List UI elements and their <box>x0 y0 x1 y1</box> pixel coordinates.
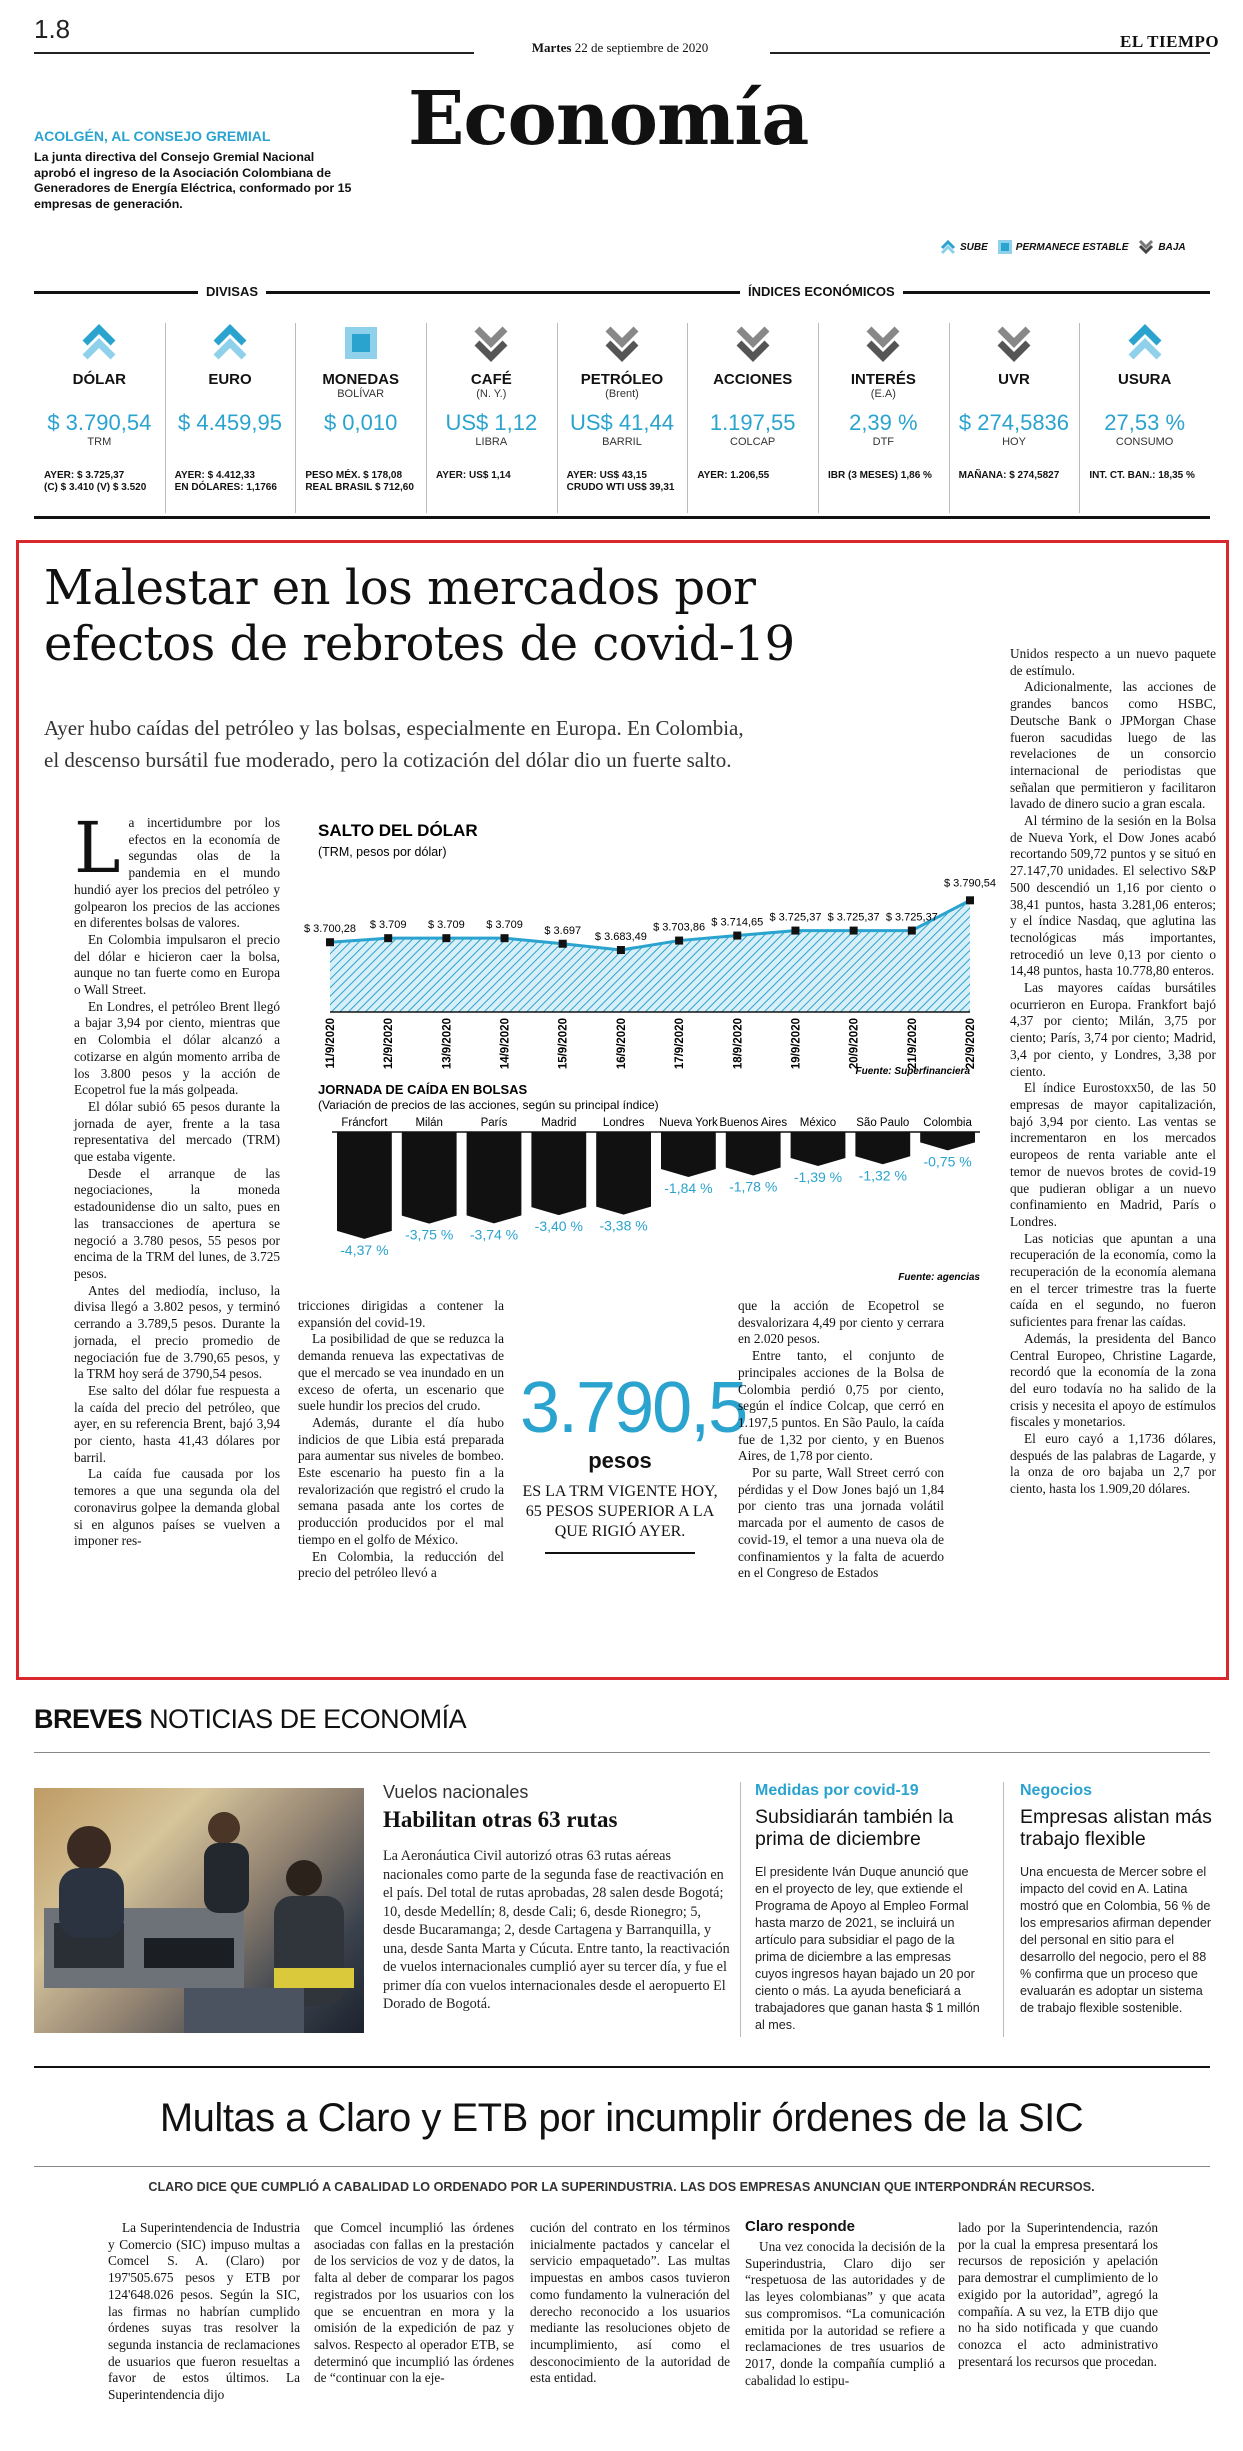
trm-data-label: $ 3.709 <box>369 919 407 932</box>
col1-para: a incertidumbre por los efectos en la economía de segundas olas de la pandemia en el mundo hundió ayer los precios del petróleo y golpearon los precios de las acciones en diferentes bolsas de valores. <box>74 815 280 931</box>
category-label: Fráncfort <box>341 1117 388 1129</box>
col4-para: Al término de la sesión en la Bolsa de Nueva York, el Dow Jones acabó recortando 509,72 puntos y se situó en 27.147,70 unidades. El selectivo S&P 500 descendió un 1,16 por ciento o 38,41 puntos, hasta 3.281,06 enteros; y el índice Nasdaq, que aglutina las tecnológicas más importantes, retrocedió un leve 0,13 por ciento o 14,48 puntos, hasta 10.778,80 enteros. <box>1010 813 1216 979</box>
market-bar <box>661 1132 716 1177</box>
callout-rule <box>545 1552 695 1554</box>
indicator-value: $ 0,010 <box>323 410 398 435</box>
trend-down-icon <box>863 323 903 363</box>
indicator-separator <box>818 323 819 513</box>
breves-header <box>34 1704 466 1735</box>
indicator-separator <box>295 323 296 513</box>
indicator-value: 1.197,55 <box>709 410 796 435</box>
breve-1-text: La Aeronáutica Civil autorizó otras 63 rutas aéreas nacionales como parte de la segunda fase de reactivación en el país. Del total de rutas aprobadas, 28 salen desde Bogotá; 10, desde Medellín; 8, desde Cali; 6, desde Rionegro; 5, desde Bucaramanga; 2, desde Cartagena y Barranquilla, y una, desde Santa Marta y Cúcuta. Entre tanto, la reactivación de vuelos internacionales cumplió ayer su tercer día, y fue el primer día con vuelos internacionales desde el aeropuerto El Dorado de Bogotá. <box>383 1848 730 2012</box>
indicator-name: EURO <box>208 371 252 388</box>
trm-data-label: $ 3.697 <box>544 924 582 937</box>
trm-point <box>908 927 916 935</box>
indicator-footnote: IBR (3 MESES) 1,86 % <box>828 470 932 481</box>
trend-down-chevron-top <box>869 329 897 343</box>
trend-down-icon <box>994 323 1034 363</box>
indicator-sub <box>34 388 165 400</box>
trend-down-icon <box>733 323 773 363</box>
article-col-2 <box>298 1298 504 1582</box>
indices-label: ÍNDICES ECONÓMICOS <box>740 284 903 299</box>
x-tick-label: 13/9/2020 <box>441 1018 454 1070</box>
indicator-1 <box>34 315 165 515</box>
bar-value-label: -3,40 % <box>534 1218 583 1235</box>
indicator-footnote: AYER: $ 4.412,33 EN DÓLARES: 1,1766 <box>174 470 277 493</box>
breve-3-kicker: Negocios <box>1020 1782 1093 1799</box>
chart-subtitle: (TRM, pesos por dólar) <box>318 845 447 859</box>
trm-point <box>442 934 450 942</box>
trm-point <box>675 937 683 945</box>
indicator-value: $ 4.459,95 <box>177 410 282 435</box>
market-bar <box>726 1132 781 1176</box>
dollar-chart <box>304 812 996 1080</box>
col4-para: Las mayores caídas bursátiles ocurrieron en Europa. Frankfort bajó 4,37 por ciento; Milán, 3,75 por ciento; París, 3,74 por ciento; Madrid, 3,4 por ciento, y Londres, 3,38 por ciento. <box>1010 980 1216 1079</box>
indicator-separator <box>1079 323 1080 513</box>
trend-down-chevron-top <box>477 329 505 343</box>
indicator-unit: HOY <box>1002 436 1026 448</box>
article-headline <box>44 560 795 672</box>
sidebar-title: ACOLGÉN, AL CONSEJO GREMIAL <box>34 128 271 144</box>
category-label: Colombia <box>923 1117 972 1129</box>
article-lede <box>44 712 744 776</box>
market-bar <box>920 1132 975 1150</box>
legend-down-label: BAJA <box>1158 241 1186 253</box>
x-tick-label: 15/9/2020 <box>557 1018 570 1070</box>
breves-divider-1 <box>740 1782 741 2037</box>
story2-headline: Multas a Claro y ETB por incumplir órdenes de la SIC <box>159 2096 1084 2140</box>
x-tick-label: 22/9/2020 <box>965 1018 977 1070</box>
breve-2-title: Subsidiarán también la prima de diciembre <box>755 1806 954 1850</box>
breve-2-text: El presidente Iván Duque anunció que en el proyecto de ley, que extiende el Programa de Apoyo al Empleo Formal hasta marzo de 2021, se incluirá un artículo para subsidiar el pago de la prima de diciembre a las empresas cuyos ingresos hayan bajado un 20 por ciento o más. La ayuda beneficiará a trabajadores que ganan hasta $ 1 millón al mes. <box>755 1865 980 2032</box>
indicator-footnote: MAÑANA: $ 274,5827 <box>958 470 1060 481</box>
lede-line-2: el descenso bursátil fue moderado, pero la cotización del dólar dio un fuerte salto. <box>44 748 732 772</box>
indicator-value: $ 274,5836 <box>958 410 1070 435</box>
breves-title-bold: BREVES <box>34 1704 143 1734</box>
indicator-separator <box>426 323 427 513</box>
indicator-2 <box>165 315 296 515</box>
page-date <box>470 40 770 56</box>
x-tick-label: 21/9/2020 <box>906 1018 919 1070</box>
col1-para: Desde el arranque de las negociaciones, la moneda estadounidense dio un salto, pues en las transacciones de apertura se negoció a 3.780 pesos, 55 pesos por encima de la TRM del lunes, de 3.725 pesos. <box>74 1165 280 1281</box>
down-arrow-icon <box>1138 240 1154 254</box>
col1-para: La caída fue causada por los temores a que una segunda ola del coronavirus golpee la demanda global si en algunos países se vuelven a imponer res- <box>74 1466 280 1549</box>
indicator-footnote: AYER: $ 3.725,37 (C) $ 3.410 (V) $ 3.520 <box>44 470 147 493</box>
trm-point <box>617 946 625 954</box>
indicator-sub <box>165 388 296 400</box>
indicator-separator <box>557 323 558 513</box>
indicator-unit: BARRIL <box>602 436 642 448</box>
indicator-name: PETRÓLEO <box>580 371 664 388</box>
trm-data-label: $ 3.703,86 <box>653 921 706 934</box>
indicator-unit: COLCAP <box>730 436 776 448</box>
col1-para: El dólar subió 65 pesos durante la jornada de ayer, frente a la tasa representativa del mercado (TRM) que estaba vigente. <box>74 1098 280 1165</box>
story2-col-4 <box>745 2218 945 2389</box>
indicator-6 <box>687 315 818 515</box>
bar-value-label: -1,78 % <box>729 1178 778 1195</box>
indicator-sub <box>949 388 1080 400</box>
market-bar <box>337 1132 392 1239</box>
trend-stable-icon <box>341 323 381 363</box>
col3-para: Por su parte, Wall Street cerró con pérdidas y el Dow Jones bajó un 1,84 por ciento tras una jornada volátil marcada por el aumento de casos de covid-19, el temor a una nueva ola de confinamientos y la falta de acuerdo en el Congreso de Estados <box>738 1465 944 1581</box>
indicator-unit: TRM <box>87 436 112 448</box>
market-bar <box>402 1132 457 1224</box>
trend-stable-inner <box>352 334 370 352</box>
indicator-7 <box>818 315 949 515</box>
indicator-footnote: AYER: US$ 43,15 CRUDO WTI US$ 39,31 <box>566 470 675 493</box>
indicator-sub: (E.A) <box>870 388 896 400</box>
chart-title: JORNADA DE CAÍDA EN BOLSAS <box>318 1082 528 1097</box>
col4-para: Las noticias que apuntan a una recuperación de la economía, como la recuperación de la economía alemana en el tercer trimestre tras la fuerte caída en el segundo, no fueron suficientes para frenar las caídas. <box>1010 1230 1216 1330</box>
indicator-8 <box>949 315 1080 515</box>
col4-para: El euro cayó a 1,1736 dólares, después de las palabras de Lagarde, y la onza de oro bajaba un 2,7 por ciento, hasta los 1.909,20 dólares. <box>1010 1431 1216 1497</box>
breves-rule <box>34 1752 1210 1753</box>
date-weekday: Martes <box>531 40 572 55</box>
trend-up-chevron-bottom <box>216 343 244 357</box>
breve-1-kicker: Vuelos nacionales <box>383 1782 529 1802</box>
indicator-value: 27,53 % <box>1104 410 1186 435</box>
x-tick-label: 19/9/2020 <box>790 1018 803 1070</box>
col4-para: Unidos respecto a un nuevo paquete de estímulo. <box>1010 646 1216 678</box>
indicator-separator <box>949 323 950 513</box>
trend-down-icon <box>471 323 511 363</box>
indicators-bottom-rule <box>34 516 1210 519</box>
category-label: París <box>480 1117 508 1129</box>
x-tick-label: 17/9/2020 <box>674 1018 687 1070</box>
bar-value-label: -1,84 % <box>664 1179 713 1196</box>
trm-point <box>326 938 334 946</box>
headline-line-2: efectos de rebrotes de covid-19 <box>44 616 795 672</box>
trm-data-label: $ 3.709 <box>486 919 523 932</box>
breves-divider-2 <box>1003 1782 1004 2037</box>
indicator-sub: (Brent) <box>605 388 639 400</box>
col3-para: que la acción de Ecopetrol se desvalorizara 4,49 por ciento y cerrara en 2.020 pesos. <box>738 1298 944 1347</box>
up-arrow-icon <box>940 240 956 254</box>
chart-subtitle: (Variación de precios de las acciones, según su principal índice) <box>318 1098 659 1112</box>
story2-col-3: cución del contrato en los términos inicialmente pactados y cancelar el servicio empaquetado”. Las multas impuestas en ambos casos tuvieron como fundamento la vulneración del derecho reconocido a los usuarios mediante las resoluciones objeto de incumplimiento, así como el desconocimiento de la autoridad de esta entidad. <box>530 2220 730 2386</box>
bar-value-label: -1,39 % <box>793 1168 843 1185</box>
trend-up-chevron-bottom <box>85 343 113 357</box>
trend-down-chevron-top <box>1000 329 1028 343</box>
indicator-sub: (N. Y.) <box>476 388 507 400</box>
trm-data-label: $ 3.790,54 <box>944 877 996 890</box>
col2-para: tricciones dirigidas a contener la expansión del covid-19. <box>298 1298 504 1330</box>
article-col-3 <box>738 1298 944 1582</box>
page-number: 1.8 <box>34 14 71 44</box>
category-label: Buenos Aires <box>719 1117 788 1129</box>
indicator-separator <box>687 323 688 513</box>
indicator-9 <box>1079 315 1210 515</box>
category-label: São Paulo <box>856 1117 910 1129</box>
indicator-unit: LIBRA <box>475 436 508 448</box>
col4-para: El índice Eurostoxx50, de las 50 empresas de mayor capitalización, bajó 3,94 por ciento. Las ventas se incrementaron en los mercados europeos de renta variable ante el temor de nuevos brotes de covid-19 que pudieran obligar a un nuevo confinamiento en Madrid, París o Londres. <box>1010 1080 1216 1229</box>
lede-line-1: Ayer hubo caídas del petróleo y las bolsas, especialmente en Europa. En Colombia, <box>44 716 744 740</box>
callout-number: 3.790,5 <box>520 1368 747 1448</box>
trend-down-chevron-top <box>608 329 636 343</box>
indicator-name: MONEDAS <box>322 371 399 388</box>
trend-up-icon <box>79 323 119 363</box>
story2-deck: CLARO DICE QUE CUMPLIÓ A CABALIDAD LO ORDENADO POR LA SUPERINDUSTRIA. LAS DOS EMPRESAS ANUNCIAN QUE INTERPONDRÁN RECURSOS. <box>148 2180 1095 2194</box>
x-tick-label: 11/9/2020 <box>325 1018 337 1069</box>
callout-text: ES LA TRM VIGENTE HOY, 65 PESOS SUPERIOR A LA QUE RIGIÓ AYER. <box>522 1483 718 1540</box>
legend-up <box>940 240 988 254</box>
bar-value-label: -3,75 % <box>405 1226 454 1243</box>
breve-3 <box>1020 1782 1220 2017</box>
breves-title-rest: NOTICIAS DE ECONOMÍA <box>149 1704 467 1734</box>
trend-up-icon <box>1125 323 1165 363</box>
legend-stable <box>998 240 1129 254</box>
indicator-footnote: INT. CT. BAN.: 18,35 % <box>1089 470 1195 481</box>
x-tick-label: 12/9/2020 <box>383 1018 396 1070</box>
indicator-name: ACCIONES <box>713 371 793 388</box>
breve-1-title: Habilitan otras 63 rutas <box>383 1807 618 1832</box>
trm-data-label: $ 3.683,49 <box>594 931 647 944</box>
trm-data-label: $ 3.725,37 <box>827 911 880 924</box>
indicator-value: US$ 1,12 <box>445 410 538 435</box>
stock-markets-chart <box>310 1080 990 1290</box>
story2-deck-rule <box>34 2166 1210 2167</box>
x-tick-label: 16/9/2020 <box>615 1018 628 1070</box>
trm-point <box>791 927 799 935</box>
article-col-4 <box>1010 646 1216 1498</box>
x-tick-label: 18/9/2020 <box>732 1018 745 1070</box>
breve-1 <box>383 1782 733 2014</box>
drop-cap: L <box>74 807 121 889</box>
indicator-footnote: AYER: 1.206,55 <box>697 470 770 481</box>
trm-callout <box>520 1368 747 1554</box>
x-tick-label: 20/9/2020 <box>848 1018 861 1070</box>
indicator-sub <box>687 388 818 400</box>
top-rule-left <box>34 52 474 54</box>
indicator-value: $ 3.790,54 <box>47 410 152 435</box>
col4-para: Adicionalmente, las acciones de grandes bancos como HSBC, Deutsche Bank o JPMorgan Chase fueron sacudidas luego de las revelaciones de un consorcio internacional de periodistas que señalan que permitieron y facilitaron lavado de dinero sucio a gran escala. <box>1010 679 1216 812</box>
article-col-1 <box>74 807 280 1550</box>
breve-3-title: Empresas alistan más trabajo flexible <box>1020 1806 1212 1850</box>
story2-col-5: lado por la Superintendencia, razón por la cual la empresa presentará los recursos de reposición y apelación para demostrar el cumplimiento de lo exigido por la autoridad”, agregó la compañía. A su vez, la ETB dijo que no ha sido notificada y que cuando conozca el acto administrativo presentará los recursos que procedan. <box>958 2220 1158 2369</box>
bar-value-label: -3,74 % <box>469 1226 519 1243</box>
bar-value-label: -3,38 % <box>599 1217 648 1234</box>
date-text: 22 de septiembre de 2020 <box>574 40 709 55</box>
col1-para: En Colombia impulsaron el precio del dólar e hicieron caer la bolsa, aunque no tan fuerte como en Europa o Wall Street. <box>74 931 280 998</box>
section-title: Economía <box>408 76 809 162</box>
trend-up-icon <box>210 323 250 363</box>
trm-point <box>966 896 974 904</box>
market-bar <box>467 1132 522 1223</box>
indicator-value: US$ 41,44 <box>570 410 674 435</box>
trend-down-icon <box>602 323 642 363</box>
trend-legend <box>940 240 1186 254</box>
legend-down <box>1138 240 1185 254</box>
market-bar <box>855 1132 910 1164</box>
trm-point <box>559 940 567 948</box>
col1-para: Antes del mediodía, incluso, la divisa llegó a 3.802 pesos, y terminó cerrando a 3.789,5 pesos. Durante la jornada, el precio promedio de negociación fue de 3.790,65 pesos, y la TRM hoy será de 3790,54 pesos. <box>74 1282 280 1382</box>
breve-3-text: Una encuesta de Mercer sobre el impacto del covid en A. Latina mostró que en Colombia, 56 % de los empresarios afirman depender del personal en sitio para el desarrollo del negocio, pero el 88 % confirma que un proceso que evaluarán es adoptar un sistema de trabajo flexible sostenible. <box>1020 1865 1212 2015</box>
story2-top-rule <box>34 2066 1210 2068</box>
indicator-5 <box>557 315 688 515</box>
story2-col-1: La Superintendencia de Industria y Comercio (SIC) impuso multas a Comcel S. A. (Claro) por 197'505.675 pesos y ETB por 124'648.026 pesos. Según la SIC, las firmas no habrían cumplido órdenes suyas tras resolver la segunda instancia de reclamaciones de usuarios que fueron resueltas a favor de estos últimos. La Superintendencia dijo <box>108 2220 300 2403</box>
breve-2-kicker: Medidas por covid-19 <box>755 1782 919 1799</box>
breve-2 <box>755 1782 985 2034</box>
market-bar <box>531 1132 586 1215</box>
indicator-name: INTERÉS <box>850 371 916 388</box>
indicator-3 <box>295 315 426 515</box>
indicator-footnote: AYER: US$ 1,14 <box>436 470 511 481</box>
market-bar <box>791 1132 846 1166</box>
indicator-4 <box>426 315 557 515</box>
story2-subhead: Claro responde <box>745 2218 856 2235</box>
chart-source: Fuente: Superfinanciera <box>855 1066 970 1077</box>
indicator-name: DÓLAR <box>72 371 126 388</box>
category-label: Londres <box>602 1117 645 1129</box>
col2-para: La posibilidad de que se reduzca la demanda renueva las expectativas de que el mercado se vea inundado en un exceso de oferta, un escenario que suele hundir los precios del crudo. <box>298 1331 504 1414</box>
divisas-label: DIVISAS <box>198 284 266 299</box>
category-label: Madrid <box>541 1117 577 1129</box>
bar-value-label: -0,75 % <box>923 1153 972 1170</box>
story2-col-2: que Comcel incumplió las órdenes asociadas con fallas en la prestación de los servicios de voz y de datos, la falta al deber de comparar los pagos registrados por los usuarios con los que se encuentran en mora y la omisión de la expedición de paz y salvos. Respecto al operador ETB, se determinó que incumplió las órdenes de “continuar con la eje- <box>314 2220 514 2386</box>
col2-para: Además, durante el día hubo indicios de que Libia está preparada para aumentar sus niveles de bombeo. Este escenario ha puesto fin a la revalorización que registró el crudo la semana pasada ante los cortes de producción producidos por el mal tiempo en el golfo de México. <box>298 1414 504 1547</box>
market-bar <box>596 1132 651 1215</box>
indicator-name: USURA <box>1117 371 1172 388</box>
indicator-footnote: PESO MÉX. $ 178,08 REAL BRASIL $ 712,60 <box>305 470 414 493</box>
airport-photo <box>34 1788 364 2033</box>
x-tick-label: 14/9/2020 <box>499 1018 512 1070</box>
bar-value-label: -1,32 % <box>858 1167 907 1184</box>
photo-illustration <box>34 1788 364 2033</box>
stable-square-icon <box>998 240 1012 254</box>
bar-value-label: -4,37 % <box>340 1241 389 1258</box>
indicator-value: 2,39 % <box>849 410 918 435</box>
top-rule-right <box>770 52 1210 54</box>
trm-data-label: $ 3.709 <box>428 919 465 932</box>
indicator-unit: DTF <box>872 436 895 448</box>
chart-title: SALTO DEL DÓLAR <box>318 821 478 840</box>
indicator-name: UVR <box>998 371 1030 388</box>
col2-para: En Colombia, la reducción del precio del petróleo llevó a <box>298 1548 504 1581</box>
trm-data-label: $ 3.725,37 <box>769 911 822 924</box>
indicator-unit <box>165 436 296 448</box>
col1-para: En Londres, el petróleo Brent llegó a bajar 3,94 por ciento, mientras que en Colombia el dólar alcanzó a cotizarse en algún momento arriba de los 3.800 pesos y la acción de Ecopetrol fue la más golpeada. <box>74 998 280 1098</box>
category-label: Milán <box>415 1117 443 1129</box>
indicator-sub: BOLÍVAR <box>337 388 385 400</box>
col4-para: Además, la presidenta del Banco Central Europeo, Christine Lagarde, recordó que la economía de la zona del euro todavía no ha salido de la crisis y necesita el apoyo de estímulos fiscales y monetarios. <box>1010 1330 1216 1430</box>
headline-line-1: Malestar en los mercados por <box>44 560 756 616</box>
trm-point <box>384 934 392 942</box>
sidebar-text: La junta directiva del Consejo Gremial Nacional aprobó el ingreso de la Asociación Colombiana de Generadores de Energía Eléctrica, conformado por 15 empresas de generación. <box>34 150 352 211</box>
col3-para: Entre tanto, el conjunto de principales acciones de la Bolsa de Colombia perdió 0,75 por ciento, según el índice Colcap, que cerró en 1.197,5 puntos. En São Paulo, la caída fue de 1,32 por ciento, y en Buenos Aires, de 1,78 por ciento. <box>738 1348 944 1464</box>
indicator-sub <box>1079 388 1210 400</box>
indicator-unit <box>295 436 426 448</box>
trm-point <box>501 934 509 942</box>
story2-col-4-text: Una vez conocida la decisión de la Superindustria, Claro dijo ser “respetuosa de las autoridades y de las leyes colombianas” y que acata sus compromisos. “La comunicación emitida por la autoridad se refiere a reclamaciones de tres usuarios de 2017, donde la compañía cumplió a cabalidad lo estipu- <box>745 2239 945 2388</box>
indicator-unit: CONSUMO <box>1115 436 1174 448</box>
chart-source: Fuente: agencias <box>898 1272 980 1283</box>
trend-up-chevron-bottom <box>1131 343 1159 357</box>
trm-data-label: $ 3.714,65 <box>711 916 764 929</box>
trm-data-label: $ 3.700,28 <box>304 923 356 936</box>
legend-up-label: SUBE <box>960 241 988 253</box>
trend-down-chevron-top <box>739 329 767 343</box>
category-label: México <box>799 1117 837 1129</box>
callout-unit: pesos <box>588 1448 652 1473</box>
indicator-name: CAFÉ <box>470 371 512 388</box>
category-label: Nueva York <box>658 1117 718 1129</box>
indicator-separator <box>165 323 166 513</box>
trm-point <box>733 932 741 940</box>
trm-point <box>850 927 858 935</box>
col1-para: Ese salto del dólar fue respuesta a la caída del precio del petróleo, que ayer, en su referencia Brent, bajó 3,94 por ciento, hasta 41,43 dólares por barril. <box>74 1382 280 1465</box>
trm-data-label: $ 3.725,37 <box>885 911 938 924</box>
legend-stable-label: PERMANECE ESTABLE <box>1015 241 1129 253</box>
brand-logo: EL TIEMPO <box>1120 32 1220 51</box>
